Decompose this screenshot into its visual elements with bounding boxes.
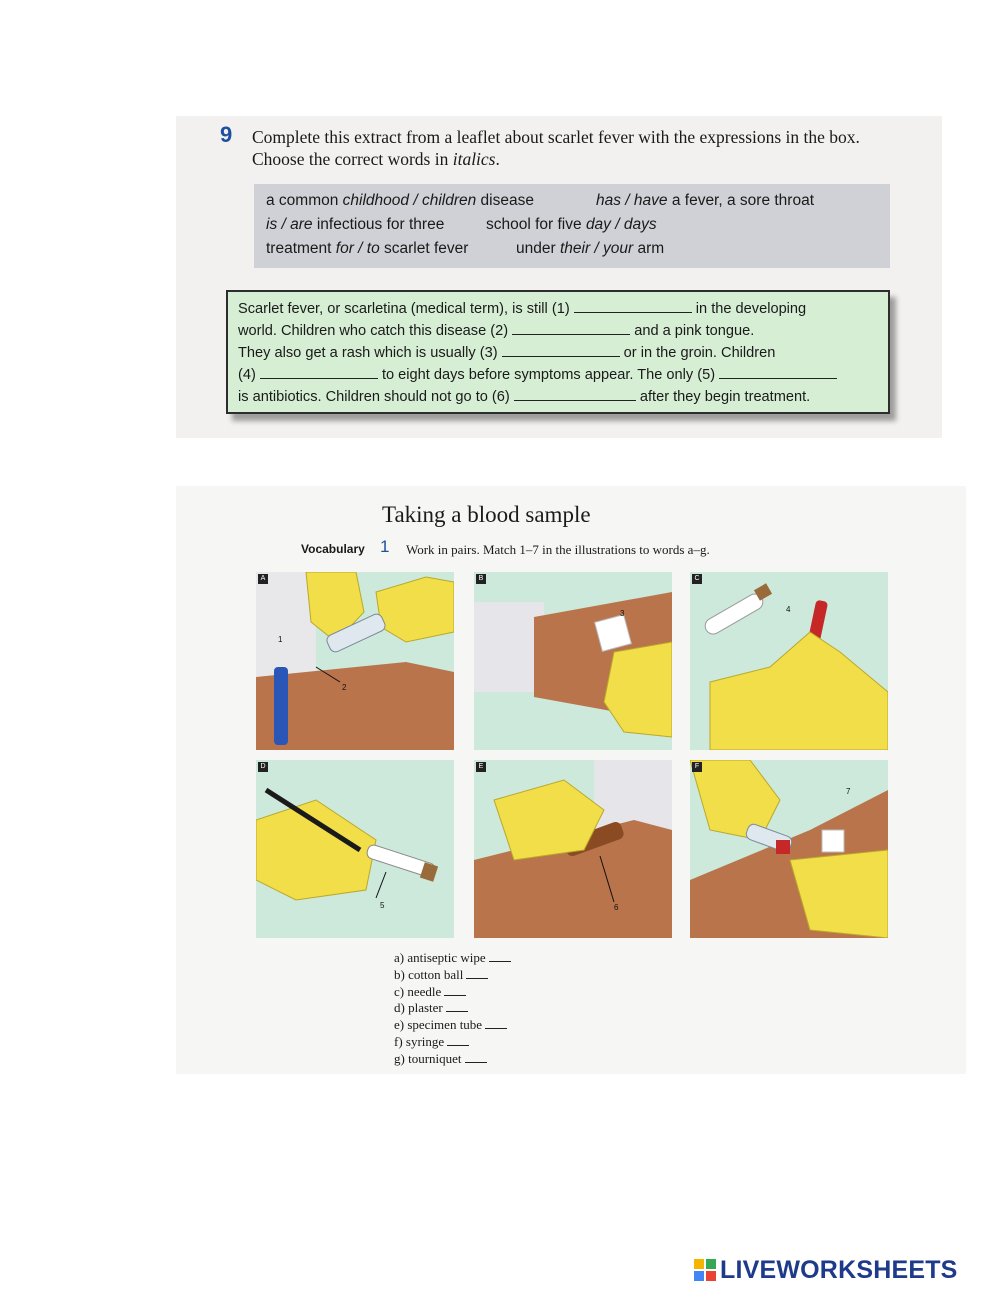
liveworksheets-logo: [694, 1256, 990, 1286]
expressions-box: [254, 184, 890, 268]
word-item: f) syringe: [394, 1034, 511, 1051]
leaflet-extract: [226, 290, 890, 414]
label-2: 2: [342, 683, 347, 692]
label-1: 1: [278, 635, 283, 644]
word-item: g) tourniquet: [394, 1051, 511, 1068]
word-item: c) needle: [394, 984, 511, 1001]
vocabulary-number: 1: [380, 537, 390, 556]
label-7: 7: [846, 787, 851, 796]
illustration-f: [690, 760, 888, 938]
answer-blank[interactable]: [485, 1019, 507, 1029]
leaflet-line-5: is antibiotics. Children should not go to (6) after they begin treatment.: [238, 386, 878, 408]
illustration-b-drawing: [474, 572, 672, 750]
illustration-a-drawing: [256, 572, 454, 750]
instruction-end: .: [495, 149, 500, 169]
exercise-number: 9: [220, 122, 233, 147]
label-5: 5: [380, 901, 385, 910]
instruction-italic: italics: [452, 149, 496, 169]
exercise-instruction: [252, 126, 912, 170]
phrase-6: under their / your arm: [516, 240, 665, 257]
panel-letter: E: [476, 762, 486, 772]
illustration-a: [256, 572, 454, 750]
label-4: 4: [786, 605, 791, 614]
leaflet-line-4: (4) to eight days before symptoms appear. The only (5): [238, 364, 878, 386]
illustration-e-drawing: [474, 760, 672, 938]
label-3: 3: [620, 609, 625, 618]
illustration-d-drawing: [256, 760, 454, 938]
gap-4[interactable]: [260, 364, 378, 379]
gap-1[interactable]: [574, 298, 692, 313]
panel-letter: D: [258, 762, 268, 772]
panel-letter: C: [692, 574, 702, 584]
illustration-f-drawing: [690, 760, 888, 938]
leaflet-line-3: They also get a rash which is usually (3) or in the groin. Children: [238, 342, 878, 364]
word-item: a) antiseptic wipe: [394, 950, 511, 967]
answer-blank[interactable]: [446, 1002, 468, 1012]
illustration-e: [474, 760, 672, 938]
instruction-text: Complete this extract from a leaflet about scarlet fever with the expressions in the box. Choose the correct words in: [252, 127, 860, 169]
leaflet-line-1: Scarlet fever, or scarletina (medical term), is still (1) in the developing: [238, 298, 878, 320]
phrase-2: has / have a fever, a sore throat: [596, 192, 815, 209]
answer-blank[interactable]: [444, 986, 466, 996]
leaflet-line-2: world. Children who catch this disease (2) and a pink tongue.: [238, 320, 878, 342]
phrase-1: a common childhood / children disease: [266, 192, 534, 209]
vocabulary-label: Vocabulary: [301, 542, 365, 556]
answer-blank[interactable]: [447, 1036, 469, 1046]
label-6: 6: [614, 903, 619, 912]
vocabulary-instruction: Work in pairs. Match 1–7 in the illustrations to words a–g.: [406, 542, 710, 557]
answer-blank[interactable]: [466, 969, 488, 979]
phrase-5: treatment for / to scarlet fever: [266, 240, 469, 257]
answer-blank[interactable]: [489, 952, 511, 962]
section-title: Taking a blood sample: [382, 502, 591, 527]
panel-letter: A: [258, 574, 268, 584]
word-item: d) plaster: [394, 1000, 511, 1017]
gap-6[interactable]: [514, 386, 636, 401]
exercise-9-section: [176, 116, 942, 438]
word-item: e) specimen tube: [394, 1017, 511, 1034]
illustration-c-drawing: [690, 572, 888, 750]
panel-letter: F: [692, 762, 702, 772]
blood-sample-section: [176, 486, 966, 1074]
phrase-3: is / are infectious for three: [266, 216, 445, 233]
vocabulary-word-list: [394, 950, 511, 1068]
answer-blank[interactable]: [465, 1053, 487, 1063]
panel-letter: B: [476, 574, 486, 584]
illustration-c: [690, 572, 888, 750]
word-item: b) cotton ball: [394, 967, 511, 984]
illustration-b: [474, 572, 672, 750]
illustration-d: [256, 760, 454, 938]
gap-2[interactable]: [512, 320, 630, 335]
logo-text: LIVEWORKSHEETS: [720, 1256, 958, 1284]
logo-icon: [694, 1259, 716, 1281]
gap-5[interactable]: [719, 364, 837, 379]
gap-3[interactable]: [502, 342, 620, 357]
phrase-4: school for five day / days: [486, 216, 657, 233]
